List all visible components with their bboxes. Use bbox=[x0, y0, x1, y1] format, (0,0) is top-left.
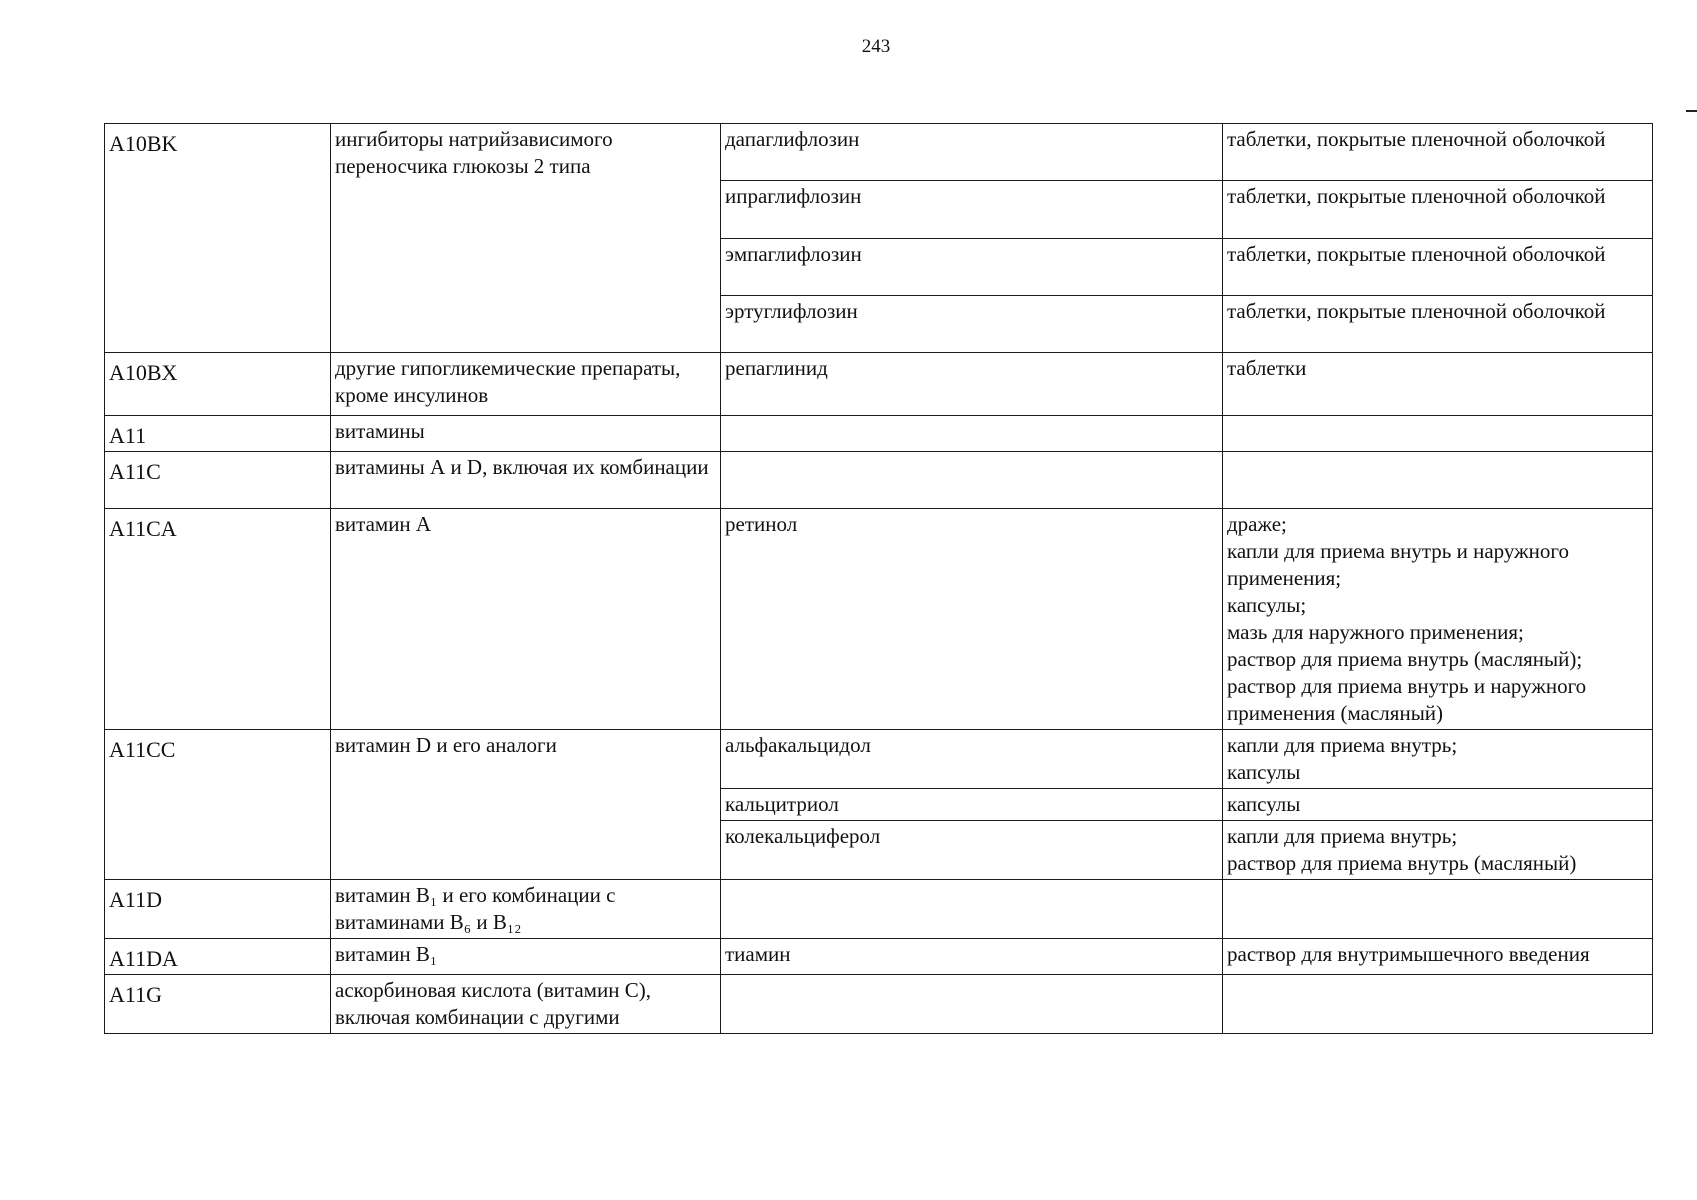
dosage-form-line: таблетки, покрытые пленочной оболочкой bbox=[1227, 127, 1606, 151]
table-row bbox=[105, 353, 1653, 416]
drug-name-cell: эмпаглифлозин bbox=[721, 239, 1223, 296]
table-row bbox=[105, 452, 1653, 509]
group-name-cell: витамин B₁ bbox=[331, 939, 721, 975]
table-row bbox=[105, 509, 1653, 730]
drug-name-cell bbox=[721, 416, 1223, 452]
drug-name-cell: колекальциферол bbox=[721, 821, 1223, 880]
drug-name-cell: репаглинид bbox=[721, 353, 1223, 416]
group-name-cell: витамины bbox=[331, 416, 721, 452]
drug-name-cell: эртуглифлозин bbox=[721, 296, 1223, 353]
group-name-cell: аскорбиновая кислота (витамин С), включая комбинации с другими bbox=[331, 975, 721, 1034]
atc-code-cell: A11C bbox=[105, 452, 331, 509]
dosage-form-cell bbox=[1223, 730, 1653, 789]
drug-name-cell: кальцитриол bbox=[721, 789, 1223, 821]
dosage-form-line: таблетки, покрытые пленочной оболочкой bbox=[1227, 299, 1606, 323]
group-name-cell: витамины А и D, включая их комбинации bbox=[331, 452, 721, 509]
group-name-cell: другие гипогликемические препараты, кроме инсулинов bbox=[331, 353, 721, 416]
table-row bbox=[105, 975, 1653, 1034]
dosage-form-cell bbox=[1223, 939, 1653, 975]
dosage-form-line: капсулы; bbox=[1227, 593, 1307, 617]
dosage-form-line: раствор для приема внутрь и наружного применения (масляный) bbox=[1227, 674, 1587, 725]
drug-name-cell bbox=[721, 880, 1223, 939]
dosage-form-cell bbox=[1223, 296, 1653, 353]
dosage-form-line: драже; bbox=[1227, 512, 1287, 536]
dosage-form-cell bbox=[1223, 509, 1653, 730]
dosage-form-cell bbox=[1223, 353, 1653, 416]
atc-code-cell: A11D bbox=[105, 880, 331, 939]
atc-code-cell: A11G bbox=[105, 975, 331, 1034]
dosage-form-cell bbox=[1223, 181, 1653, 239]
group-name-cell: витамин B₁ и его комбинации с витаминами B₆ и B₁₂ bbox=[331, 880, 721, 939]
dosage-form-line: капли для приема внутрь; bbox=[1227, 824, 1458, 848]
dosage-form-line: раствор для приема внутрь (масляный); bbox=[1227, 647, 1583, 671]
drug-name-cell: дапаглифлозин bbox=[721, 124, 1223, 181]
dosage-form-line: таблетки bbox=[1227, 356, 1307, 380]
drug-name-cell: альфакальцидол bbox=[721, 730, 1223, 789]
dosage-form-line: таблетки, покрытые пленочной оболочкой bbox=[1227, 184, 1606, 208]
dosage-form-cell bbox=[1223, 416, 1653, 452]
dosage-form-line: раствор для внутримышечного введения bbox=[1227, 942, 1590, 966]
drug-name-cell: тиамин bbox=[721, 939, 1223, 975]
atc-code-cell: A11CC bbox=[105, 730, 331, 880]
group-name-cell: витамин D и его аналоги bbox=[331, 730, 721, 880]
drug-name-cell bbox=[721, 452, 1223, 509]
dosage-form-cell bbox=[1223, 239, 1653, 296]
dosage-form-line: таблетки, покрытые пленочной оболочкой bbox=[1227, 242, 1606, 266]
edge-mark bbox=[1686, 110, 1697, 112]
drug-name-cell: ипраглифлозин bbox=[721, 181, 1223, 239]
dosage-form-line: раствор для приема внутрь (масляный) bbox=[1227, 851, 1577, 875]
dosage-form-line: капсулы bbox=[1227, 760, 1301, 784]
table-row bbox=[105, 124, 1653, 181]
group-name-cell: витамин А bbox=[331, 509, 721, 730]
atc-code-cell: A11 bbox=[105, 416, 331, 452]
dosage-form-cell bbox=[1223, 124, 1653, 181]
dosage-form-cell bbox=[1223, 975, 1653, 1034]
page-number: 243 bbox=[861, 36, 891, 57]
group-name-cell: ингибиторы натрийзависимого переносчика глюкозы 2 типа bbox=[331, 124, 721, 353]
dosage-form-line: капсулы bbox=[1227, 792, 1301, 816]
dosage-form-line: мазь для наружного применения; bbox=[1227, 620, 1524, 644]
drug-name-cell: ретинол bbox=[721, 509, 1223, 730]
dosage-form-line: капли для приема внутрь; bbox=[1227, 733, 1458, 757]
dosage-form-cell bbox=[1223, 452, 1653, 509]
atc-code-cell: A11DA bbox=[105, 939, 331, 975]
drug-name-cell bbox=[721, 975, 1223, 1034]
atc-code-cell: A10BX bbox=[105, 353, 331, 416]
atc-code-cell: A11CA bbox=[105, 509, 331, 730]
dosage-form-cell bbox=[1223, 880, 1653, 939]
dosage-form-cell bbox=[1223, 821, 1653, 880]
dosage-form-cell bbox=[1223, 789, 1653, 821]
table-row bbox=[105, 416, 1653, 452]
table-row bbox=[105, 939, 1653, 975]
table-row bbox=[105, 880, 1653, 939]
drug-table bbox=[104, 123, 1653, 1034]
dosage-form-line: капли для приема внутрь и наружного применения; bbox=[1227, 539, 1569, 590]
table-body bbox=[105, 124, 1653, 1034]
atc-code-cell: A10BK bbox=[105, 124, 331, 353]
table-row bbox=[105, 730, 1653, 789]
